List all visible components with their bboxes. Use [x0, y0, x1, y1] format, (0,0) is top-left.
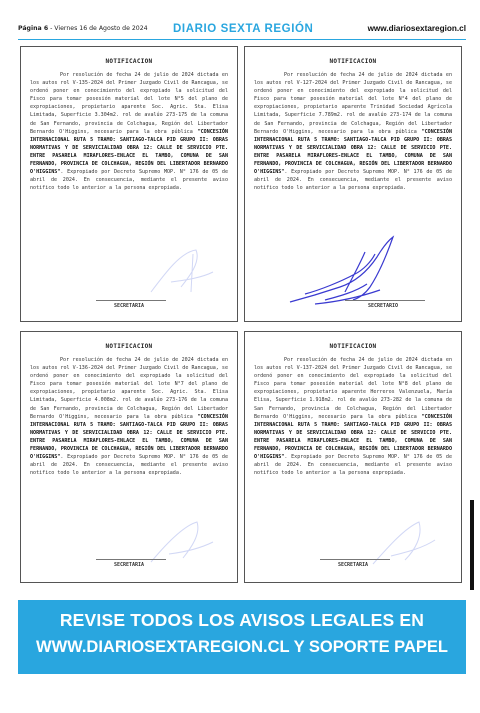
notice-title: NOTIFICACION: [105, 58, 153, 65]
legal-notice-2: [244, 46, 462, 322]
notice-body: [254, 71, 452, 192]
page-edge-mark: [470, 500, 474, 590]
notice-text: Por resolución de fecha 24 de julio de 2024 dictada en los autos rol V-135-2024 del Primer Juzgado Civil de Rancagua, se ordenó poner en conocimiento del expropiado la solicitud del Fisco para tomar posesión material del lote N°5 del plano de expropiaciones, propietario aparente Soc. Agric. Sta. Elisa Limitada, Superficie 3.304m2. rol de avalúo 273-175 de la comuna de San Fernando, provincia de Colchagua, Región del Libertador Bernardo O'Higgins, necesario para la obra pública: [30, 72, 228, 135]
notice-body: [30, 71, 228, 192]
legal-notice-3: [20, 331, 238, 583]
notice-title: NOTIFICACION: [329, 343, 377, 350]
notice-signature: SECRETARIA: [337, 562, 369, 568]
notice-text-end: . Expropiado por Decreto Supremo MOP. N° 176 de 05 de abril de 2024. En consecuencia, mediante el presente aviso notifico todo lo anterior a la persona expropiada.: [30, 454, 228, 477]
notice-text-end: . Expropiado por Decreto Supremo MOP. N° 176 de 05 de abril de 2024. En consecuencia, mediante el presente aviso notifico todo lo anterior a la persona expropiada.: [30, 169, 228, 192]
signature-line: [96, 300, 166, 301]
signature-line: [320, 559, 390, 560]
notice-text-end: . Expropiado por Decreto Supremo MOP. N° 176 de 05 de abril de 2024. En consecuencia, mediante el presente aviso notifico todo lo anterior a la persona expropiada.: [254, 169, 452, 192]
legal-notice-1: [20, 46, 238, 322]
notice-project-name: "CONCESIÓN INTERNACIONAL RUTA 5 TRAMO: SANTIAGO-TALCA PID GRUPO II: OBRAS NORMATIVAS Y DE SERVICIALIDAD OBRA 12: CALLE DE SERVICIO PTE. ENTRE PASARELA MIRAFLORES-ENLACE EL TAMBO, COMUNA DE SAN FERNANDO, PROVINCIA DE COLCHAGUA, REGIÓN DEL LIBERTADOR BERNARDO O'HIGGINS": [254, 413, 452, 461]
notice-title: NOTIFICACION: [329, 58, 377, 65]
legal-notices-banner: [18, 600, 466, 674]
notice-title: NOTIFICACION: [105, 343, 153, 350]
notice-text-end: . Expropiado por Decreto Supremo MOP. N° 176 de 05 de abril de 2024. En consecuencia, mediante el presente aviso notifico todo lo anterior a la persona expropiada.: [254, 454, 452, 477]
signature-line: [345, 300, 425, 301]
page-header: [18, 22, 466, 38]
legal-notice-4: [244, 331, 462, 583]
newspaper-name: DIARIO SEXTA REGIÓN: [173, 23, 314, 35]
notice-signature: SECRETARIA: [113, 303, 145, 309]
notice-project-name: "CONCESIÓN INTERNACIONAL RUTA 5 TRAMO: SANTIAGO-TALCA PID GRUPO II: OBRAS NORMATIVAS Y DE SERVICIALIDAD OBRA 12: CALLE DE SERVICIO PTE. ENTRE PASARELA MIRAFLORES-ENLACE EL TAMBO, COMUNA DE SAN FERNANDO, PROVINCIA DE COLCHAGUA, REGIÓN DEL LIBERTADOR BERNARDO O'HIGGINS": [30, 413, 228, 461]
notice-text: Por resolución de fecha 24 de julio de 2024 dictada en los autos rol V-136-2024 del Primer Juzgado Civil de Rancagua, se ordenó poner en conocimiento del expropiado la solicitud del Fisco para tomar posesión material del lote N°7 del plano de expropiaciones, propietario aparente Soc. Agric. Sta. Elisa Limitada, Superficie 4.008m2. rol de avalúo 273-176 de la comuna de San Fernando, provincia de Colchagua, Región del Libertador Bernardo O'Higgins, necesario para la obra pública: [30, 357, 228, 420]
notice-signature: SECRETARIA: [113, 562, 145, 568]
notice-signature: SECRETARIO: [367, 303, 399, 309]
notice-body: [30, 356, 228, 477]
banner-line-1: REVISE TODOS LOS AVISOS LEGALES EN: [59, 610, 425, 630]
page-number: Página 6: [18, 25, 49, 32]
banner-line-2[interactable]: WWW.DIARIOSEXTAREGION.CL Y SOPORTE PAPEL: [36, 638, 448, 656]
signature-scribble: [141, 242, 221, 302]
notice-text: Por resolución de fecha 24 de julio de 2024 dictada en los autos rol V-127-2024 del Primer Juzgado Civil de Rancagua, se ordenó poner en conocimiento del expropiado la solicitud del Fisco para tomar posesión material del lote N°4 del plano de expropiaciones, propietario aparente Trinidad Sociedad Agrícola Limitada, Superficie 7.789m2. rol de avalúo 273-174 de la comuna de San Fernando, provincia de Colchagua, Región del Libertador Bernardo O'Higgins, necesario para la obra pública: [254, 72, 452, 135]
notice-text: Por resolución de fecha 24 de julio de 2024 dictada en los autos rol V-137-2024 del Primer Juzgado Civil de Rancagua, se ordenó poner en conocimiento del expropiado la solicitud del Fisco para tomar posesión material del lote N°8 del plano de expropiaciones, propietario aparente Herreros Valenzuela, María Elisa, Superficie 1.918m2. rol de avalúo 273-282 de la comuna de San Fernando, provincia de Colchagua, Región del Libertador Bernardo O'Higgins, necesario para la obra pública: [254, 357, 452, 420]
newspaper-url[interactable]: www.diariosextaregion.cl: [367, 24, 466, 33]
page-date: [18, 25, 148, 32]
signature-line: [96, 559, 166, 560]
header-rule: [18, 39, 466, 40]
notice-project-name: "CONCESIÓN INTERNACIONAL RUTA 5 TRAMO: SANTIAGO-TALCA PID GRUPO II: OBRAS NORMATIVAS Y DE SERVICIALIDAD OBRA 12: CALLE DE SERVICIO PTE. ENTRE PASARELA MIRAFLORES-ENLACE EL TAMBO, COMUNA DE SAN FERNANDO, PROVINCIA DE COLCHAGUA, REGIÓN DEL LIBERTADOR BERNARDO O'HIGGINS": [254, 128, 452, 176]
notice-project-name: "CONCESIÓN INTERNACIONAL RUTA 5 TRAMO: SANTIAGO-TALCA PID GRUPO II: OBRAS NORMATIVAS Y DE SERVICIALIDAD OBRA 12: CALLE DE SERVICIO PTE. ENTRE PASARELA MIRAFLORES-ENLACE EL TAMBO, COMUNA DE SAN FERNANDO, PROVINCIA DE COLCHAGUA, REGIÓN DEL LIBERTADOR BERNARDO O'HIGGINS": [30, 128, 228, 176]
notice-body: [254, 356, 452, 477]
page-date-text: - Viernes 16 de Agosto de 2024: [48, 25, 148, 32]
